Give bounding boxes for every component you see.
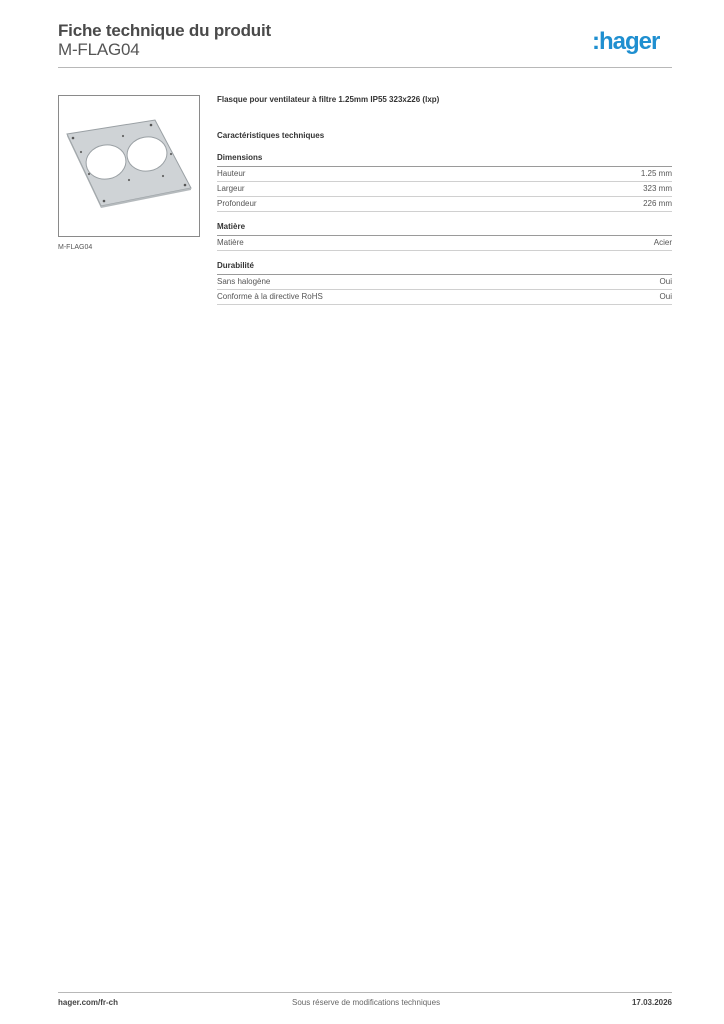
spec-value: Acier [653, 238, 672, 247]
spec-label: Sans halogène [217, 277, 271, 286]
spec-value: 323 mm [643, 184, 672, 193]
spec-row [217, 182, 672, 197]
product-image-frame [58, 95, 200, 237]
product-code: M-FLAG04 [58, 40, 140, 59]
spec-label: Matière [217, 238, 244, 247]
spec-group-durability [217, 261, 672, 305]
footer-notice: Sous réserve de modifications techniques [292, 998, 441, 1007]
page-title: Fiche technique du produit [58, 21, 271, 40]
group-title: Dimensions [217, 153, 672, 167]
spec-row [217, 167, 672, 182]
footer-website-link[interactable]: hager.com/fr-ch [58, 998, 119, 1007]
spec-label: Conforme à la directive RoHS [217, 292, 323, 301]
spec-row [217, 275, 672, 290]
group-title: Durabilité [217, 261, 672, 275]
spec-group-material [217, 222, 672, 251]
footer-date: 17.03.2026 [631, 998, 672, 1007]
product-description: Flasque pour ventilateur à filtre 1.25mm IP55 323x226 (lxp) [217, 95, 440, 104]
spec-row [217, 236, 672, 251]
footer-divider [58, 992, 672, 993]
spec-value: Oui [659, 277, 672, 286]
spec-content [217, 95, 672, 315]
spec-label: Hauteur [217, 169, 246, 178]
specs-section-title: Caractéristiques techniques [217, 131, 325, 140]
hager-logo[interactable]: :hager [592, 28, 660, 55]
spec-row [217, 197, 672, 212]
spec-group-dimensions [217, 153, 672, 212]
spec-label: Profondeur [217, 199, 257, 208]
spec-row [217, 290, 672, 305]
header-divider [58, 67, 672, 68]
spec-value: 1.25 mm [640, 169, 672, 178]
group-title: Matière [217, 222, 672, 236]
spec-value: Oui [659, 292, 672, 301]
spec-label: Largeur [217, 184, 245, 193]
image-caption: M-FLAG04 [58, 244, 93, 251]
spec-value: 226 mm [643, 199, 672, 208]
product-photo-icon [59, 96, 199, 236]
